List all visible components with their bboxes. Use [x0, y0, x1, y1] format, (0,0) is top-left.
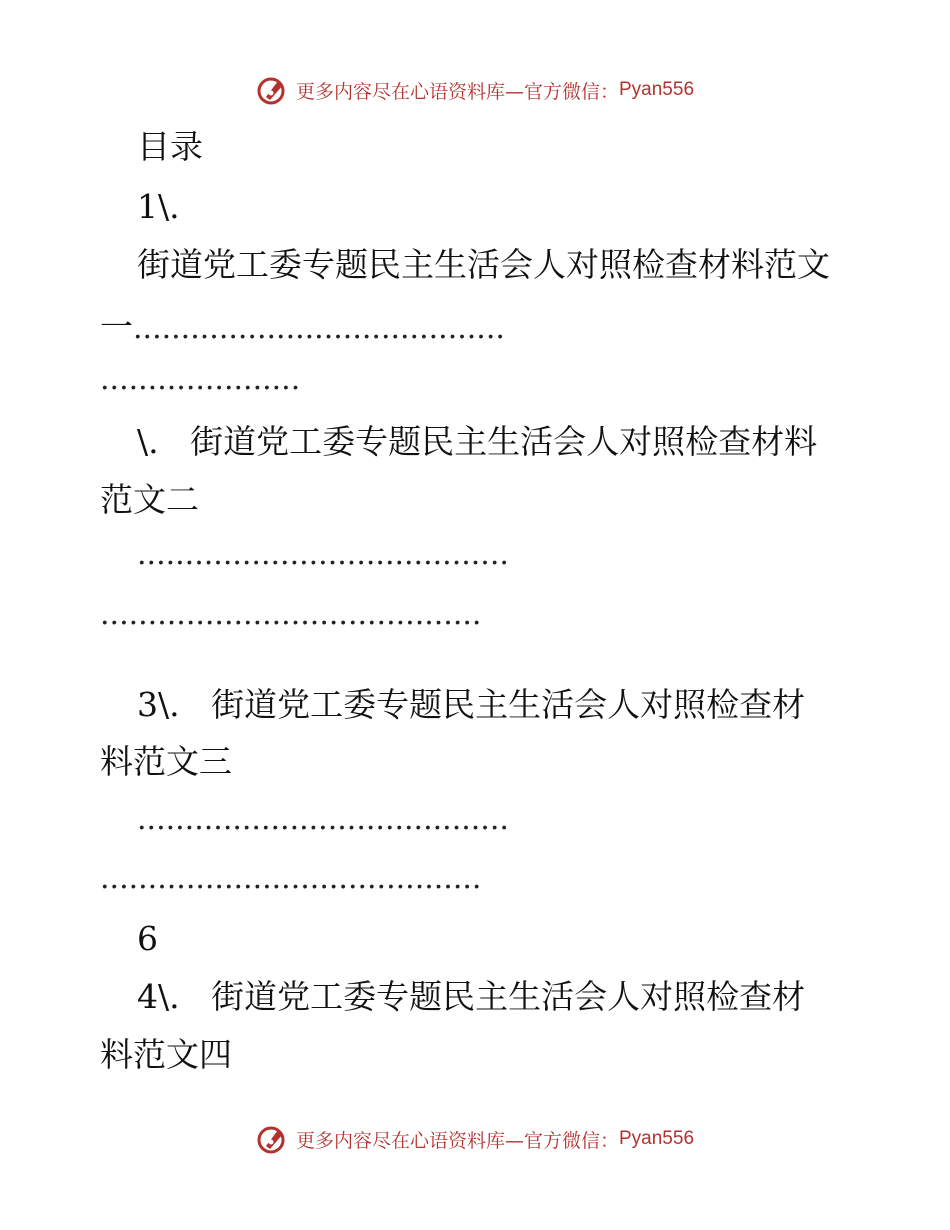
- toc-item-3-leader: .......................................: [137, 802, 509, 837]
- toc-item-3-number: 3\.: [137, 685, 180, 724]
- toc-item-3-title: [137, 685, 806, 724]
- toc-item-2-leader: .......................................: [137, 537, 509, 572]
- toc-item-1-number: 1\.: [137, 187, 180, 226]
- footer-banner: [0, 1119, 950, 1159]
- toc-item-1-leader: .......................................: [133, 311, 505, 346]
- toc-item-3-page: 6: [137, 919, 158, 958]
- toc-item-1-title-cont: [100, 307, 505, 346]
- toc-item-1-title: 街道党工委专题民主生活会人对照检查材料范文: [137, 245, 830, 284]
- toc-item-1-leader-cont: .....................: [100, 362, 301, 397]
- toc-heading: 目录: [137, 127, 203, 166]
- banner-wechat-id: Pyan556: [619, 79, 695, 100]
- toc-item-2-title-text: 街道党工委专题民主生活会人对照检查材料: [190, 422, 818, 461]
- toc-item-4-title-text: 街道党工委专题民主生活会人对照检查材: [211, 977, 806, 1016]
- pen-nib-icon: [256, 1122, 290, 1156]
- pen-nib-icon: [256, 73, 290, 107]
- toc-item-4-number: 4\.: [137, 977, 180, 1016]
- toc-item-2-title: [137, 422, 818, 461]
- banner-text: 更多内容尽在心语资料库—官方微信：: [295, 1129, 619, 1152]
- toc-item-2-title-tail: 范文二: [100, 480, 199, 519]
- toc-item-2-number: \.: [137, 422, 159, 461]
- toc-item-4-title: [137, 977, 806, 1016]
- toc-item-4-title-tail: 料范文四: [100, 1035, 232, 1074]
- banner-wechat-id: Pyan556: [619, 1128, 695, 1149]
- toc-item-1-title-tail: 一: [100, 307, 133, 346]
- banner-text: 更多内容尽在心语资料库—官方微信：: [295, 80, 619, 103]
- toc-item-3-title-text: 街道党工委专题民主生活会人对照检查材: [211, 685, 806, 724]
- header-banner: [0, 70, 950, 110]
- toc-item-2-leader-cont: ........................................: [100, 597, 482, 632]
- toc-item-3-leader-cont: ........................................: [100, 861, 482, 896]
- toc-item-3-title-tail: 料范文三: [100, 742, 232, 781]
